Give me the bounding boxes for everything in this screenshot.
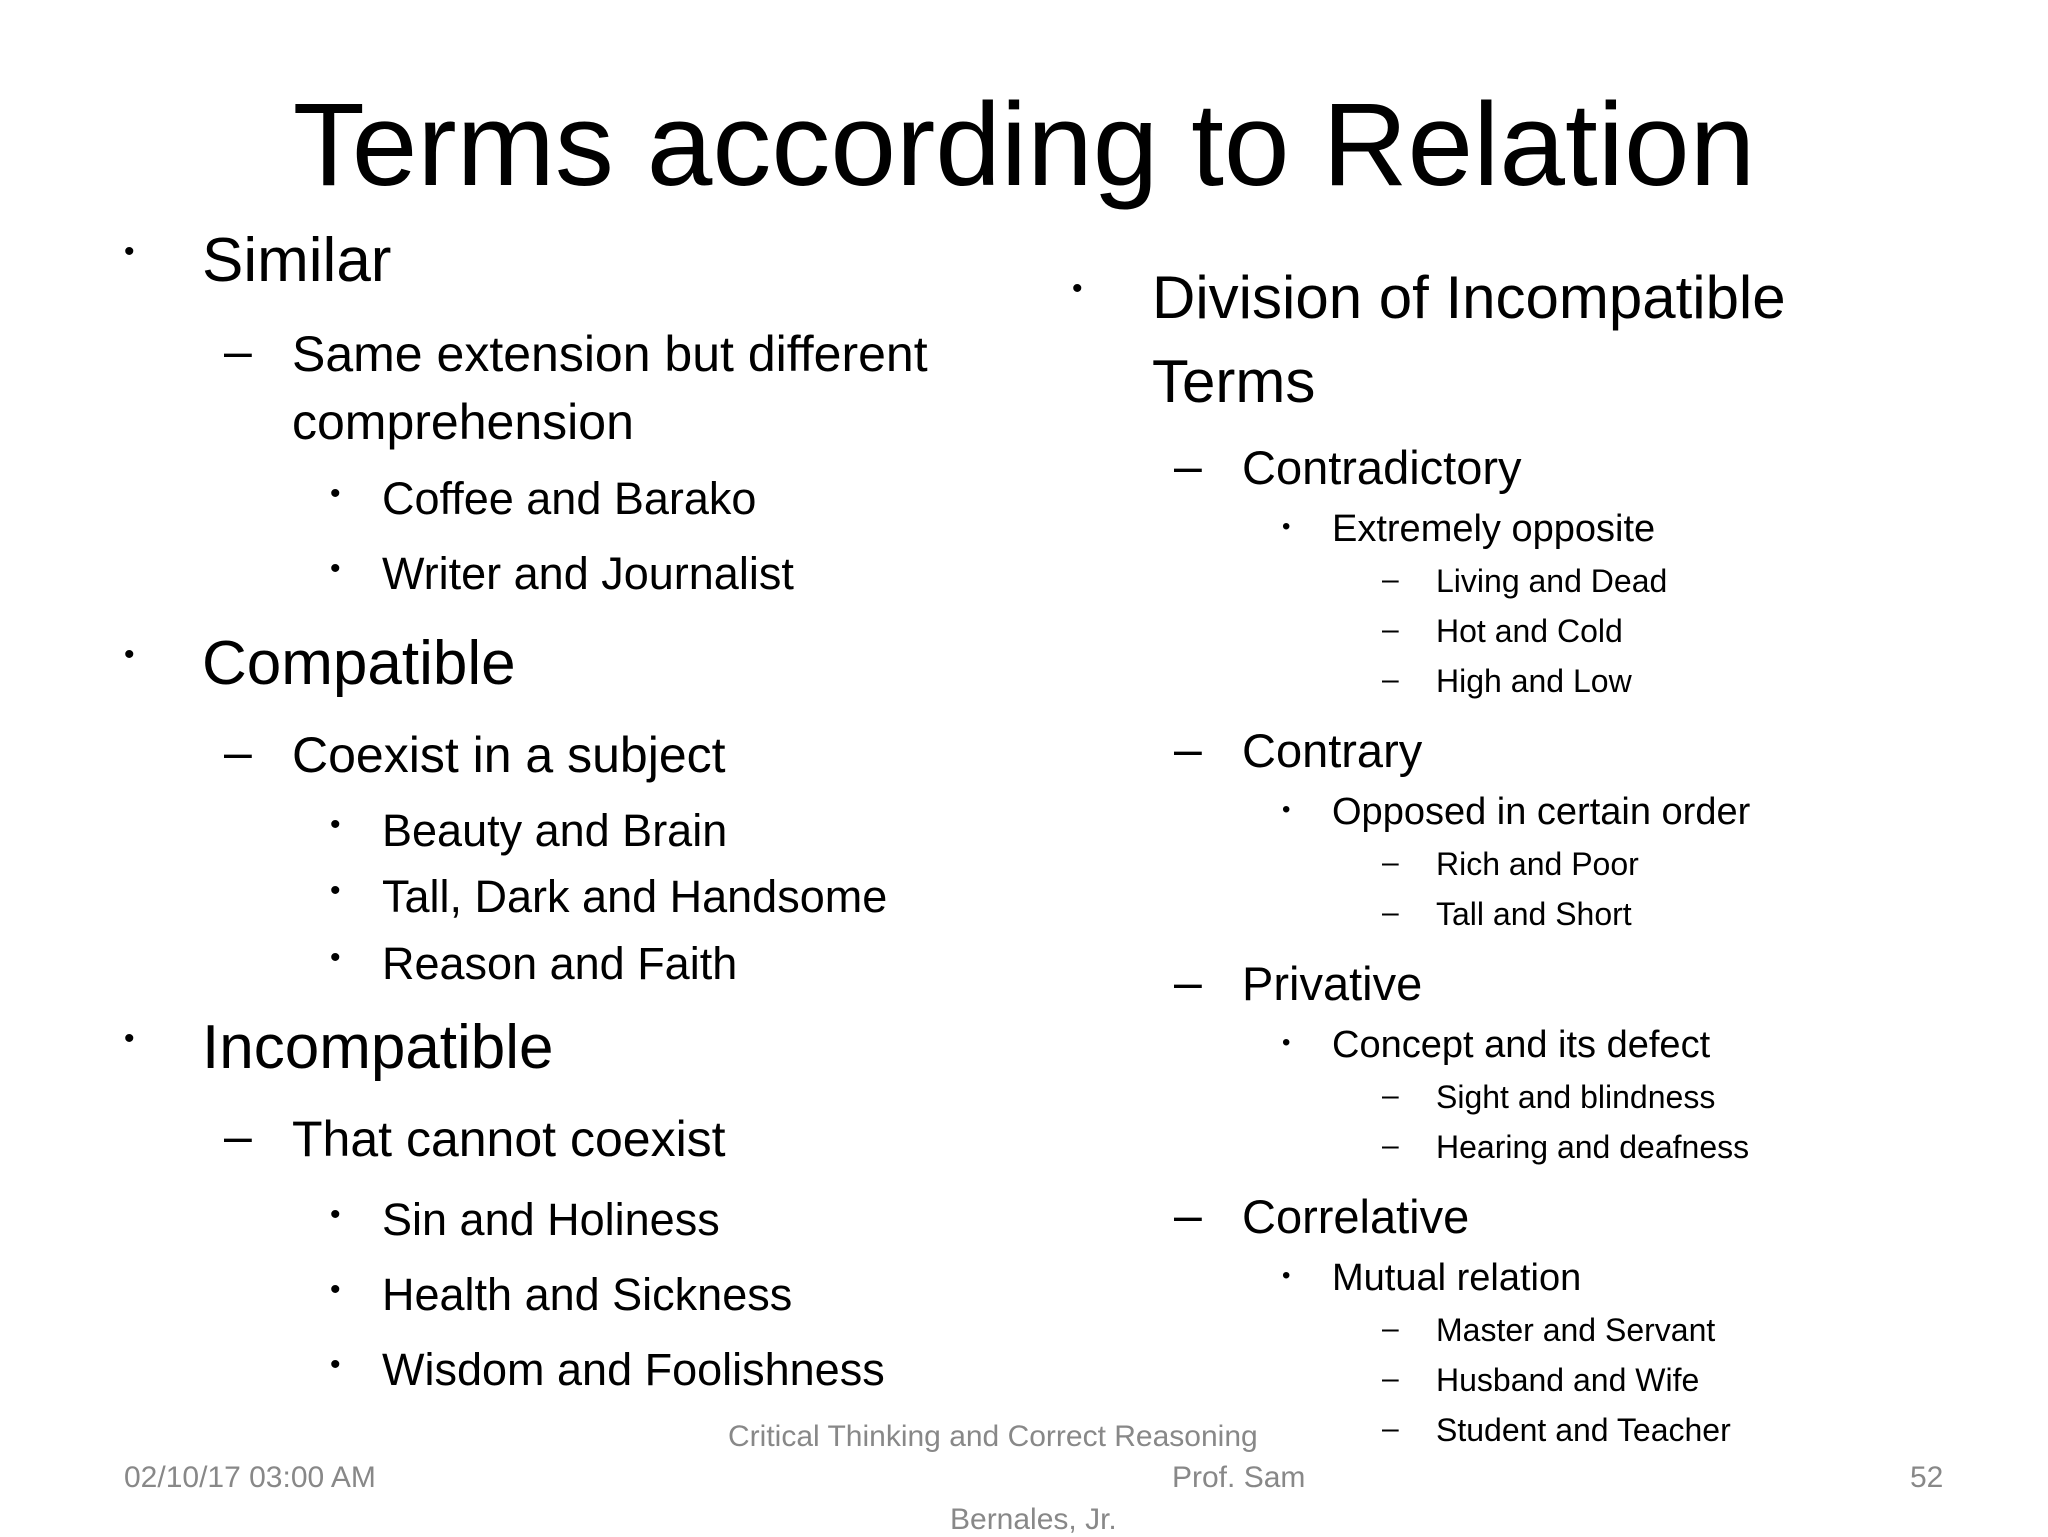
compatible-example-1: Beauty and Brain xyxy=(382,805,728,856)
dash-marker: – xyxy=(1382,663,1399,696)
similar-definition-line-2: comprehension xyxy=(292,394,634,450)
correlative-definition: Mutual relation xyxy=(1332,1257,1582,1299)
heading-similar: Similar xyxy=(202,226,392,295)
bullet-marker: • xyxy=(330,1348,341,1381)
bullet-marker: • xyxy=(330,941,341,974)
dash-marker: – xyxy=(1382,1312,1399,1345)
footer-author-line-2: Bernales, Jr. xyxy=(950,1503,1117,1536)
compatible-example-3: Reason and Faith xyxy=(382,938,738,989)
dash-marker: – xyxy=(1382,1412,1399,1445)
dash-marker: – xyxy=(224,1108,252,1164)
heading-incompatible: Incompatible xyxy=(202,1013,554,1082)
correlative-label: Correlative xyxy=(1242,1190,1470,1243)
bullet-marker: • xyxy=(330,808,341,841)
incompatible-example-1: Sin and Holiness xyxy=(382,1194,720,1245)
privative-example-1: Sight and blindness xyxy=(1436,1079,1716,1115)
bullet-marker: • xyxy=(1282,796,1291,823)
bullet-marker: • xyxy=(330,1198,341,1231)
slide-title: Terms according to Relation xyxy=(292,79,1756,211)
dash-marker: – xyxy=(224,724,252,780)
bullet-marker: • xyxy=(124,638,135,671)
correlative-example-3: Student and Teacher xyxy=(1436,1412,1731,1448)
similar-example-2: Writer and Journalist xyxy=(382,548,794,599)
dash-marker: – xyxy=(1174,954,1202,1010)
bullet-marker: • xyxy=(330,552,341,585)
privative-example-2: Hearing and deafness xyxy=(1436,1129,1750,1165)
dash-marker: – xyxy=(1382,846,1399,879)
heading-division-line-1: Division of Incompatible xyxy=(1152,264,1786,331)
bullet-marker: • xyxy=(330,477,341,510)
footer-page-number: 52 xyxy=(1910,1461,1944,1494)
contrary-example-2: Tall and Short xyxy=(1436,896,1632,932)
incompatible-example-3: Wisdom and Foolishness xyxy=(382,1344,885,1395)
footer-course-title: Critical Thinking and Correct Reasoning xyxy=(728,1420,1258,1453)
similar-example-1: Coffee and Barako xyxy=(382,473,757,524)
bullet-marker: • xyxy=(124,1022,135,1055)
dash-marker: – xyxy=(1174,1187,1202,1243)
contradictory-definition: Extremely opposite xyxy=(1332,508,1656,550)
dash-marker: – xyxy=(1174,438,1202,494)
dash-marker: – xyxy=(1382,563,1399,596)
privative-label: Privative xyxy=(1242,957,1423,1010)
bullet-marker: • xyxy=(1282,513,1291,540)
compatible-definition: Coexist in a subject xyxy=(292,727,726,783)
contrary-definition: Opposed in certain order xyxy=(1332,791,1751,833)
similar-definition-line-1: Same extension but different xyxy=(292,326,928,382)
bullet-marker: • xyxy=(1282,1029,1291,1056)
contrary-example-1: Rich and Poor xyxy=(1436,846,1639,882)
heading-compatible: Compatible xyxy=(202,629,516,698)
contradictory-label: Contradictory xyxy=(1242,441,1522,494)
bullet-marker: • xyxy=(1072,272,1083,305)
correlative-example-1: Master and Servant xyxy=(1436,1312,1716,1348)
compatible-example-2: Tall, Dark and Handsome xyxy=(382,871,888,922)
bullet-marker: • xyxy=(1282,1262,1291,1289)
dash-marker: – xyxy=(1382,1079,1399,1112)
footer-author-line-1: Prof. Sam xyxy=(1172,1461,1306,1494)
bullet-marker: • xyxy=(124,235,135,268)
footer-date: 02/10/17 03:00 AM xyxy=(124,1461,376,1494)
contrary-label: Contrary xyxy=(1242,724,1423,777)
contradictory-example-1: Living and Dead xyxy=(1436,563,1668,599)
dash-marker: – xyxy=(1174,721,1202,777)
correlative-example-2: Husband and Wife xyxy=(1436,1362,1700,1398)
privative-definition: Concept and its defect xyxy=(1332,1024,1711,1066)
dash-marker: – xyxy=(1382,613,1399,646)
incompatible-definition: That cannot coexist xyxy=(292,1111,726,1167)
dash-marker: – xyxy=(224,323,252,379)
dash-marker: – xyxy=(1382,896,1399,929)
bullet-marker: • xyxy=(330,1273,341,1306)
contradictory-example-3: High and Low xyxy=(1436,663,1632,699)
incompatible-example-2: Health and Sickness xyxy=(382,1269,793,1320)
dash-marker: – xyxy=(1382,1129,1399,1162)
dash-marker: – xyxy=(1382,1362,1399,1395)
bullet-marker: • xyxy=(330,874,341,907)
heading-division-line-2: Terms xyxy=(1152,348,1316,415)
contradictory-example-2: Hot and Cold xyxy=(1436,613,1623,649)
